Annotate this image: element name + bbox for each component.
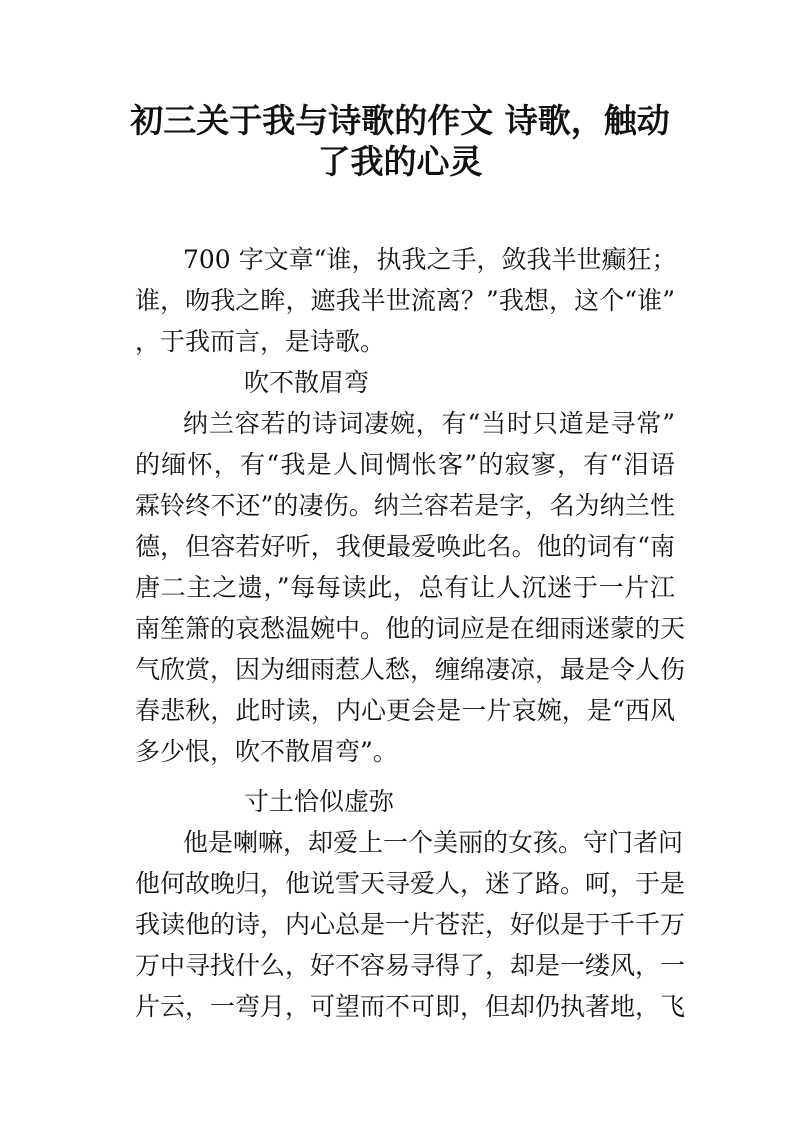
- body-line: 多少恨，吹不散眉弯”。: [135, 737, 398, 766]
- body-line: ，于我而言，是诗歌。: [135, 327, 386, 356]
- body-line: 春悲秋，此时读，内心更会是一片哀婉，是“西风: [135, 696, 675, 725]
- document-title-line-1: 初三关于我与诗歌的作文 诗歌，触动: [130, 101, 670, 140]
- body-line: 霖铃终不还”的凄伤。纳兰容若是字，名为纳兰性: [135, 491, 675, 520]
- section-heading: 寸土恰似虚弥: [244, 787, 395, 816]
- body-line: 纳兰容若的诗词凄婉，有“当时只道是寻常”: [183, 409, 675, 438]
- body-line: 他是喇嘛，却爱上一个美丽的女孩。守门者问: [183, 828, 684, 857]
- body-line: 唐二主之遗，”每每读此，总有让人沉迷于一片江: [135, 573, 675, 602]
- document-title-line-2: 了我的心灵: [317, 142, 483, 181]
- body-line: 700 字文章“谁，执我之手，敛我半世癫狂；: [183, 245, 677, 274]
- body-line: 的缅怀，有“我是人间惆怅客”的寂寥，有“泪语: [135, 450, 675, 479]
- body-line: 德，但容若好听，我便最爱唤此名。他的词有“南: [135, 532, 675, 561]
- body-line: 气欣赏，因为细雨惹人愁，缠绵凄凉，最是令人伤: [135, 655, 686, 684]
- body-line: 南笙箫的哀愁温婉中。他的词应是在细雨迷蒙的天: [135, 614, 686, 643]
- section-heading: 吹不散眉弯: [244, 368, 370, 397]
- body-line: 片云，一弯月，可望而不可即，但却仍执著地，飞: [135, 992, 686, 1021]
- body-line: 万中寻找什么，好不容易寻得了，却是一缕风，一: [135, 951, 686, 980]
- body-line: 他何故晚归，他说雪天寻爱人，迷了路。呵，于是: [135, 869, 686, 898]
- body-line: 谁，吻我之眸，遮我半世流离？”我想，这个“谁”: [135, 286, 675, 315]
- body-line: 我读他的诗，内心总是一片苍茫，好似是于千千万: [135, 910, 686, 939]
